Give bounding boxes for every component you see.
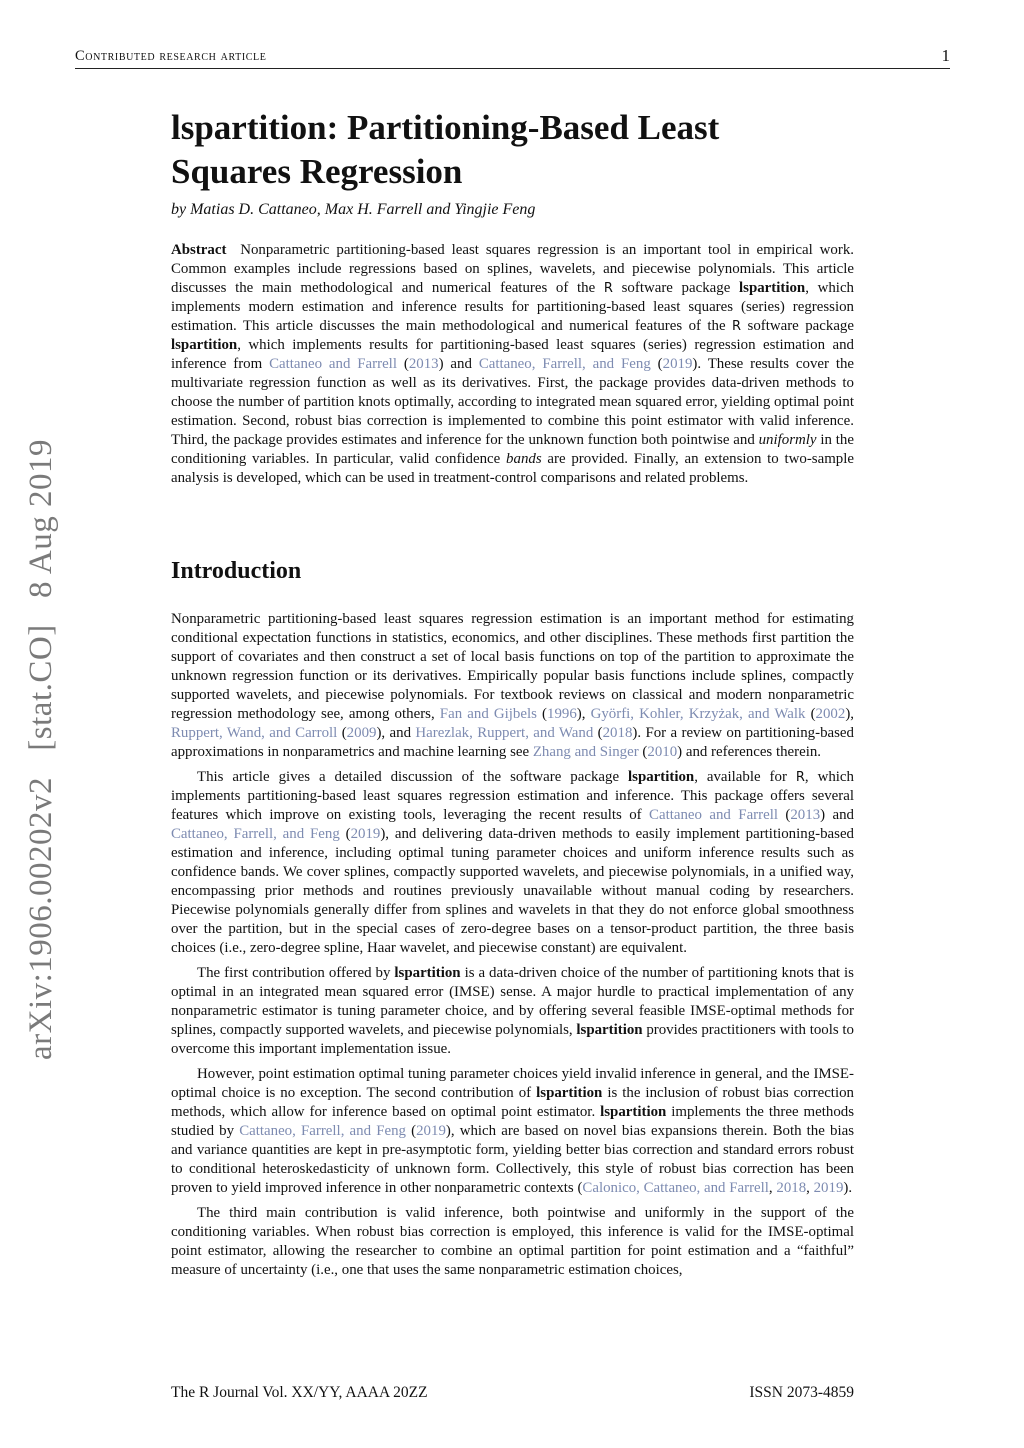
citation-link[interactable]: Cattaneo, Farrell, and Feng — [171, 826, 340, 842]
package-name: lspartition — [576, 1022, 643, 1038]
paragraph-4 — [171, 1065, 854, 1198]
citation-year-link[interactable]: 1996 — [547, 706, 577, 722]
text: , available for — [694, 769, 796, 785]
text: ( — [650, 356, 663, 372]
text: ( — [339, 826, 351, 842]
text: ) and references therein. — [677, 744, 822, 760]
abstract — [171, 241, 854, 488]
page-footer — [171, 1384, 854, 1406]
emphasis: bands — [506, 451, 542, 467]
text: ( — [536, 706, 547, 722]
citation-link[interactable]: Cattaneo, Farrell, and Feng — [478, 356, 651, 372]
package-name: lspartition — [536, 1085, 603, 1101]
citation-year-link[interactable]: 2019 — [662, 356, 693, 372]
citation-year-link[interactable]: 2010 — [647, 744, 678, 760]
citation-link[interactable]: Calonico, Cattaneo, and Farrell — [582, 1180, 769, 1196]
citation-year-link[interactable]: 2013 — [790, 807, 821, 823]
package-name: lspartition — [628, 769, 695, 785]
text: , which implements results for partitioning-based least squares (series) regression estimation and inference from — [171, 337, 854, 372]
text: ), which are based on novel bias expansions therein. Both the bias and variance quantities are kept in pre-asymptotic form, yielding better bias correction and standard errors robust to conditional heteroskedasticity of unknown form. Collectively, this style of robust bias correction has been proven to yield improved inference in other nonparametric contexts ( — [171, 1123, 854, 1196]
text: ) and — [438, 356, 479, 372]
text: ). For a review on partitioning-based approximations in nonparametrics and machine learning see — [171, 725, 854, 760]
text: software package — [741, 318, 854, 334]
section-heading: Introduction — [171, 558, 302, 584]
running-title: Contributed research article — [75, 48, 267, 64]
journal-info: The R Journal Vol. XX/YY, AAAA 20ZZ — [171, 1384, 428, 1401]
citation-link[interactable]: Györfi, Kohler, Krzyżak, and Walk — [590, 706, 806, 722]
text: However, point estimation optimal tuning parameter choices yield invalid inference in general, and the IMSE-optimal choice is no exception. The second contribution of — [171, 1066, 854, 1101]
title-block — [171, 106, 854, 219]
title-line-1: lspartition: Partitioning-Based Least — [171, 108, 720, 147]
citation-link[interactable]: Harezlak, Ruppert, and Wand — [415, 725, 594, 741]
citation-year-link[interactable]: 2019 — [813, 1180, 844, 1196]
text: ), — [845, 706, 854, 722]
text: provides practitioners with tools to overcome this important implementation issue. — [171, 1022, 854, 1057]
text: The third main contribution is valid inference, both pointwise and uniformly in the support of the conditioning variables. When robust bias correction is employed, this inference is valid for the IMSE-optimal point estimator, allowing the researcher to combine an optimal partition for point estimation and a “faithful” measure of uncertainty (i.e., one that uses the same nonparametric estimation choices, — [171, 1205, 854, 1278]
text: ( — [396, 356, 409, 372]
title-line-2: Squares Regression — [171, 152, 463, 191]
r-language: R — [795, 770, 805, 785]
citation-year-link[interactable]: 2013 — [408, 356, 439, 372]
package-name: lspartition — [394, 965, 461, 981]
citation-year-link[interactable]: 2019 — [416, 1123, 446, 1139]
package-name: lspartition — [600, 1104, 667, 1120]
emphasis: uniformly — [758, 432, 817, 448]
arxiv-category: [stat.CO] — [23, 624, 59, 751]
text: , — [806, 1180, 814, 1196]
r-language: R — [732, 319, 742, 334]
text: ). — [843, 1180, 853, 1196]
text: is a data-driven choice of the number of partitioning knots that is optimal in an integrated mean squared error (IMSE) sense. A major hurdle to practical implementation of any nonparametric estimator is tuning parameter choice, and by offering several feasible IMSE-optimal methods for splines, compactly supported wavelets, and piecewise polynomials, — [171, 965, 854, 1038]
text: are provided. Finally, an extension to two-sample analysis is developed, which can be used in treatment-control comparisons and related problems. — [171, 451, 854, 486]
paragraph-5 — [171, 1204, 854, 1280]
text: The first contribution offered by — [197, 965, 395, 981]
text: ( — [638, 744, 648, 760]
citation-year-link[interactable]: 2009 — [346, 725, 377, 741]
text: Nonparametric partitioning-based least squares regression estimation is an important method for estimating conditional expectation functions in statistics, economics, and other disciplines. These methods first partition the support of covariates and then construct a set of local basis functions on top of the partition to approximate the unknown regression function or its derivatives. Empirically popular basis functions include splines, compactly supported wavelets, and piecewise polynomials. For textbook reviews on classical and modern nonparametric regression methodology see, among others, — [171, 611, 854, 722]
citation-year-link[interactable]: 2019 — [350, 826, 381, 842]
package-name: lspartition — [171, 337, 238, 353]
text: , — [768, 1180, 777, 1196]
citation-link[interactable]: Cattaneo and Farrell — [649, 807, 778, 823]
citation-link[interactable]: Zhang and Singer — [532, 744, 639, 760]
paragraph-1 — [171, 610, 854, 762]
text: ( — [805, 706, 816, 722]
text: ( — [406, 1123, 417, 1139]
r-language: R — [603, 281, 613, 296]
text: , which implements modern estimation and inference results for partitioning-based least squares (series) regression estimation. This article discusses the main methodological and numerical features of the — [171, 280, 854, 334]
citation-year-link[interactable]: 2002 — [815, 706, 846, 722]
text: ). These results cover the multivariate regression function as well as its derivatives. First, the package provides data-driven methods to choose the number of partition knots optimally, according to integrated mean squared error, yielding optimal point estimation. Second, robust bias correction is implemented to combine this point estimator with valid inference. Third, the package provides estimates and inference for the unknown function both pointwise and — [171, 356, 855, 448]
paper-title — [171, 106, 854, 194]
citation-year-link[interactable]: 2018 — [602, 725, 633, 741]
abstract-label: Abstract — [171, 242, 227, 258]
text: ), and delivering data-driven methods to easily implement partitioning-based estimation and inference, including optimal tuning parameter choices and uniform inference results such as confidence bands. We cover splines, compactly supported wavelets, and piecewise polynomials, in a unified way, encompassing prior methods and routines previously unavailable without manual coding by researchers. Piecewise polynomials generally differ from splines and wavelets in that they do not enforce global smoothness over the partition, but in the special cases of zero-degree bases on a tensor-product partition, the three basis choices (i.e., zero-degree spline, Haar wavelet, and piecewise constant) are equivalent. — [171, 826, 854, 956]
citation-link[interactable]: Cattaneo and Farrell — [269, 356, 397, 372]
author-byline: by Matias D. Cattaneo, Max H. Farrell and Yingjie Feng — [171, 201, 536, 218]
text: is the inclusion of robust bias correction methods, which allow for inference based on optimal point estimator. — [171, 1085, 854, 1120]
text: Nonparametric partitioning-based least squares regression is an important tool in empirical work. Common examples include regressions based on splines, wavelets, and piecewise polynomials. This article discusses the main methodological and numerical features of the — [171, 242, 854, 296]
citation-link[interactable]: Cattaneo, Farrell, and Feng — [239, 1123, 406, 1139]
running-head — [75, 46, 950, 69]
paragraph-2 — [171, 768, 854, 958]
citation-year-link[interactable]: 2018 — [776, 1180, 807, 1196]
abstract-paragraph — [171, 241, 854, 488]
package-name: lspartition — [739, 280, 806, 296]
text: ( — [337, 725, 347, 741]
arxiv-date: 8 Aug 2019 — [23, 439, 59, 599]
text: ), — [576, 706, 591, 722]
section-body — [171, 610, 854, 1280]
text: implements the three methods studied by — [171, 1104, 855, 1139]
issn: ISSN 2073-4859 — [749, 1384, 854, 1401]
arxiv-stamp — [23, 440, 59, 1060]
introduction-section — [171, 558, 854, 1286]
text: ), and — [376, 725, 416, 741]
arxiv-identifier: arXiv:1906.00202v2 — [23, 776, 59, 1060]
page-number: 1 — [941, 46, 950, 65]
text: ( — [593, 725, 603, 741]
text: in the conditioning variables. In particular, valid confidence — [171, 432, 854, 467]
text: software package — [612, 280, 740, 296]
citation-link[interactable]: Ruppert, Wand, and Carroll — [171, 725, 338, 741]
text: This article gives a detailed discussion of the software package — [197, 769, 629, 785]
text: ( — [777, 807, 791, 823]
text: ) and — [820, 807, 855, 823]
citation-link[interactable]: Fan and Gijbels — [439, 706, 537, 722]
text: , which implements partitioning-based least squares regression estimation and inference. This package offers several features which improve on existing tools, leveraging the recent results of — [171, 769, 854, 823]
paragraph-3 — [171, 964, 854, 1059]
